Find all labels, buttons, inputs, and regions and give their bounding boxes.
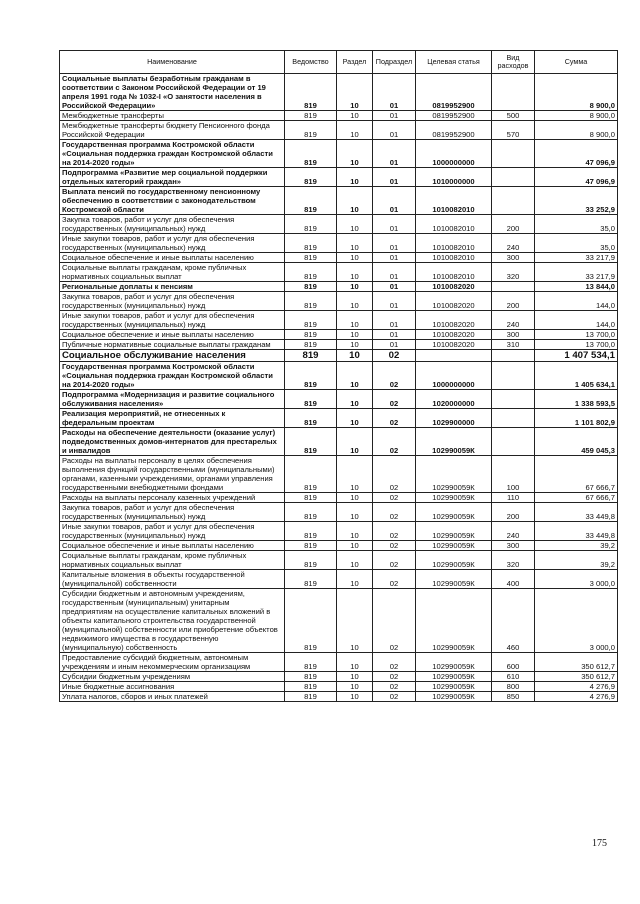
table-row xyxy=(60,187,618,215)
table-row xyxy=(60,522,618,541)
cell-target: 0819952900 xyxy=(416,74,492,111)
cell-section: 10 xyxy=(337,682,373,692)
cell-target: 1000000000 xyxy=(416,362,492,390)
cell-dept: 819 xyxy=(285,692,337,702)
table-row xyxy=(60,292,618,311)
cell-subsection: 01 xyxy=(373,121,416,140)
cell-name: Выплата пенсий по государственному пенсионному обеспечению в соответствии с законодательством Костромской области xyxy=(60,187,285,215)
cell-sum: 1 405 634,1 xyxy=(535,362,618,390)
cell-dept: 819 xyxy=(285,493,337,503)
cell-subsection: 02 xyxy=(373,589,416,653)
table-row xyxy=(60,672,618,682)
cell-name: Расходы на выплаты персоналу в целях обеспечения выполнения функций государственными (муниципальными) органами, казенными учреждениями, органами управления государственными внебюджетными фондами xyxy=(60,456,285,493)
cell-section: 10 xyxy=(337,74,373,111)
cell-dept: 819 xyxy=(285,215,337,234)
cell-section: 10 xyxy=(337,253,373,263)
cell-dept: 819 xyxy=(285,551,337,570)
cell-name: Государственная программа Костромской области «Социальная поддержка граждан Костромской области на 2014-2020 годы» xyxy=(60,140,285,168)
cell-dept: 819 xyxy=(285,503,337,522)
cell-name: Закупка товаров, работ и услуг для обеспечения государственных (муниципальных) нужд xyxy=(60,503,285,522)
cell-kind xyxy=(492,187,535,215)
cell-target: 1000000000 xyxy=(416,140,492,168)
cell-sum: 13 844,0 xyxy=(535,282,618,292)
cell-subsection: 01 xyxy=(373,168,416,187)
cell-subsection: 02 xyxy=(373,682,416,692)
cell-target: 1010082010 xyxy=(416,187,492,215)
cell-kind xyxy=(492,282,535,292)
table-row xyxy=(60,263,618,282)
cell-name: Предоставление субсидий бюджетным, автономным учреждениям и иным некоммерческим организациям xyxy=(60,653,285,672)
table-row xyxy=(60,362,618,390)
cell-name: Подпрограмма «Развитие мер социальной поддержки отдельных категорий граждан» xyxy=(60,168,285,187)
cell-sum: 459 045,3 xyxy=(535,428,618,456)
cell-dept: 819 xyxy=(285,292,337,311)
cell-subsection: 01 xyxy=(373,253,416,263)
cell-target: 1010082010 xyxy=(416,215,492,234)
cell-section: 10 xyxy=(337,456,373,493)
cell-target: 102990059К xyxy=(416,541,492,551)
header-sum: Сумма xyxy=(535,51,618,74)
cell-sum: 39,2 xyxy=(535,551,618,570)
cell-name: Социальное обслуживание населения xyxy=(60,350,285,362)
cell-section: 10 xyxy=(337,140,373,168)
cell-section: 10 xyxy=(337,362,373,390)
cell-dept: 819 xyxy=(285,311,337,330)
cell-kind: 100 xyxy=(492,456,535,493)
cell-name: Социальное обеспечение и иные выплаты населению xyxy=(60,253,285,263)
cell-kind: 600 xyxy=(492,653,535,672)
cell-section: 10 xyxy=(337,428,373,456)
cell-name: Социальное обеспечение и иные выплаты населению xyxy=(60,541,285,551)
cell-kind: 300 xyxy=(492,541,535,551)
cell-subsection: 02 xyxy=(373,390,416,409)
cell-section: 10 xyxy=(337,234,373,253)
cell-subsection: 01 xyxy=(373,140,416,168)
cell-sum: 8 900,0 xyxy=(535,111,618,121)
cell-subsection: 02 xyxy=(373,541,416,551)
cell-target: 1010082020 xyxy=(416,282,492,292)
cell-dept: 819 xyxy=(285,330,337,340)
cell-target: 102990059К xyxy=(416,589,492,653)
cell-target: 102990059К xyxy=(416,672,492,682)
cell-subsection: 01 xyxy=(373,311,416,330)
cell-dept: 819 xyxy=(285,234,337,253)
cell-target: 102990059К xyxy=(416,456,492,493)
header-name: Наименование xyxy=(60,51,285,74)
cell-kind: 240 xyxy=(492,522,535,541)
cell-name: Социальные выплаты гражданам, кроме публичных нормативных социальных выплат xyxy=(60,551,285,570)
cell-name: Социальные выплаты гражданам, кроме публичных нормативных социальных выплат xyxy=(60,263,285,282)
cell-dept: 819 xyxy=(285,74,337,111)
cell-sum: 13 700,0 xyxy=(535,330,618,340)
cell-subsection: 02 xyxy=(373,456,416,493)
cell-subsection: 01 xyxy=(373,111,416,121)
cell-subsection: 02 xyxy=(373,653,416,672)
table-row xyxy=(60,541,618,551)
cell-sum: 33 217,9 xyxy=(535,253,618,263)
cell-name: Иные бюджетные ассигнования xyxy=(60,682,285,692)
cell-kind: 200 xyxy=(492,215,535,234)
cell-dept: 819 xyxy=(285,428,337,456)
cell-subsection: 02 xyxy=(373,350,416,362)
cell-target: 1010082020 xyxy=(416,292,492,311)
cell-section: 10 xyxy=(337,350,373,362)
cell-dept: 819 xyxy=(285,168,337,187)
cell-section: 10 xyxy=(337,187,373,215)
cell-dept: 819 xyxy=(285,456,337,493)
cell-section: 10 xyxy=(337,409,373,428)
cell-sum: 4 276,9 xyxy=(535,682,618,692)
table-body xyxy=(60,74,618,702)
cell-target xyxy=(416,350,492,362)
header-kind: Вид расходов xyxy=(492,51,535,74)
cell-target: 1020000000 xyxy=(416,390,492,409)
cell-kind: 300 xyxy=(492,330,535,340)
cell-section: 10 xyxy=(337,672,373,682)
table-row xyxy=(60,493,618,503)
cell-name: Иные закупки товаров, работ и услуг для обеспечения государственных (муниципальных) нужд xyxy=(60,234,285,253)
cell-kind xyxy=(492,168,535,187)
page-number: 175 xyxy=(592,838,607,849)
cell-target: 0819952900 xyxy=(416,121,492,140)
cell-target: 102990059К xyxy=(416,428,492,456)
cell-kind xyxy=(492,362,535,390)
cell-kind: 110 xyxy=(492,493,535,503)
cell-dept: 819 xyxy=(285,111,337,121)
cell-section: 10 xyxy=(337,263,373,282)
cell-kind: 240 xyxy=(492,311,535,330)
table-row xyxy=(60,682,618,692)
cell-target: 1010082010 xyxy=(416,253,492,263)
cell-name: Подпрограмма «Модернизация и развитие социального обслуживания населения» xyxy=(60,390,285,409)
cell-section: 10 xyxy=(337,493,373,503)
cell-subsection: 01 xyxy=(373,215,416,234)
cell-name: Государственная программа Костромской области «Социальная поддержка граждан Костромской области на 2014-2020 годы» xyxy=(60,362,285,390)
cell-kind: 200 xyxy=(492,292,535,311)
table-row xyxy=(60,692,618,702)
cell-sum: 1 407 534,1 xyxy=(535,350,618,362)
cell-subsection: 02 xyxy=(373,570,416,589)
cell-section: 10 xyxy=(337,653,373,672)
cell-dept: 819 xyxy=(285,282,337,292)
cell-dept: 819 xyxy=(285,362,337,390)
cell-section: 10 xyxy=(337,330,373,340)
cell-name: Иные закупки товаров, работ и услуг для обеспечения государственных (муниципальных) нужд xyxy=(60,311,285,330)
cell-sum: 3 000,0 xyxy=(535,589,618,653)
cell-section: 10 xyxy=(337,311,373,330)
cell-subsection: 02 xyxy=(373,672,416,682)
header-subsection: Подраздел xyxy=(373,51,416,74)
cell-target: 1010082020 xyxy=(416,311,492,330)
cell-dept: 819 xyxy=(285,672,337,682)
cell-dept: 819 xyxy=(285,253,337,263)
cell-sum: 144,0 xyxy=(535,311,618,330)
cell-target: 102990059К xyxy=(416,503,492,522)
cell-sum: 47 096,9 xyxy=(535,140,618,168)
cell-section: 10 xyxy=(337,168,373,187)
table-row xyxy=(60,503,618,522)
cell-subsection: 02 xyxy=(373,692,416,702)
cell-section: 10 xyxy=(337,111,373,121)
cell-name: Субсидии бюджетным учреждениям xyxy=(60,672,285,682)
cell-sum: 8 900,0 xyxy=(535,121,618,140)
cell-sum: 47 096,9 xyxy=(535,168,618,187)
cell-dept: 819 xyxy=(285,350,337,362)
cell-target: 1010082010 xyxy=(416,263,492,282)
cell-subsection: 01 xyxy=(373,74,416,111)
cell-name: Реализация мероприятий, не отнесенных к федеральным проектам xyxy=(60,409,285,428)
cell-name: Закупка товаров, работ и услуг для обеспечения государственных (муниципальных) нужд xyxy=(60,292,285,311)
cell-dept: 819 xyxy=(285,570,337,589)
cell-sum: 8 900,0 xyxy=(535,74,618,111)
table-row xyxy=(60,282,618,292)
cell-subsection: 02 xyxy=(373,409,416,428)
cell-section: 10 xyxy=(337,503,373,522)
cell-subsection: 01 xyxy=(373,263,416,282)
cell-section: 10 xyxy=(337,589,373,653)
cell-name: Социальные выплаты безработным гражданам в соответствии с Законом Российской Федерации от 19 апреля 1991 года № 1032-I «О занятости населения в Российской Федерации» xyxy=(60,74,285,111)
cell-target: 1010082020 xyxy=(416,330,492,340)
budget-table-container xyxy=(59,50,617,702)
budget-table xyxy=(59,50,618,702)
table-row xyxy=(60,311,618,330)
cell-name: Межбюджетные трансферты xyxy=(60,111,285,121)
cell-name: Иные закупки товаров, работ и услуг для обеспечения государственных (муниципальных) нужд xyxy=(60,522,285,541)
cell-dept: 819 xyxy=(285,409,337,428)
cell-sum: 39,2 xyxy=(535,541,618,551)
cell-name: Социальное обеспечение и иные выплаты населению xyxy=(60,330,285,340)
cell-name: Закупка товаров, работ и услуг для обеспечения государственных (муниципальных) нужд xyxy=(60,215,285,234)
cell-kind: 240 xyxy=(492,234,535,253)
table-row xyxy=(60,409,618,428)
table-row xyxy=(60,390,618,409)
cell-kind xyxy=(492,74,535,111)
cell-kind xyxy=(492,409,535,428)
cell-dept: 819 xyxy=(285,541,337,551)
cell-dept: 819 xyxy=(285,340,337,350)
cell-sum: 1 101 802,9 xyxy=(535,409,618,428)
cell-dept: 819 xyxy=(285,522,337,541)
cell-section: 10 xyxy=(337,390,373,409)
table-row xyxy=(60,570,618,589)
cell-section: 10 xyxy=(337,570,373,589)
table-row xyxy=(60,74,618,111)
cell-sum: 350 612,7 xyxy=(535,672,618,682)
cell-subsection: 01 xyxy=(373,187,416,215)
header-dept: Ведомство xyxy=(285,51,337,74)
cell-sum: 35,0 xyxy=(535,234,618,253)
cell-sum: 33 449,8 xyxy=(535,522,618,541)
cell-target: 1010000000 xyxy=(416,168,492,187)
cell-name: Капитальные вложения в объекты государственной (муниципальной) собственности xyxy=(60,570,285,589)
cell-target: 1010082020 xyxy=(416,340,492,350)
cell-sum: 3 000,0 xyxy=(535,570,618,589)
cell-subsection: 02 xyxy=(373,428,416,456)
cell-target: 102990059К xyxy=(416,493,492,503)
table-row xyxy=(60,653,618,672)
cell-kind: 320 xyxy=(492,263,535,282)
cell-kind: 610 xyxy=(492,672,535,682)
cell-name: Межбюджетные трансферты бюджету Пенсионного фонда Российской Федерации xyxy=(60,121,285,140)
cell-section: 10 xyxy=(337,292,373,311)
cell-dept: 819 xyxy=(285,187,337,215)
cell-dept: 819 xyxy=(285,121,337,140)
header-target: Целевая статья xyxy=(416,51,492,74)
cell-section: 10 xyxy=(337,692,373,702)
cell-kind: 570 xyxy=(492,121,535,140)
table-row xyxy=(60,121,618,140)
cell-kind xyxy=(492,390,535,409)
cell-kind: 460 xyxy=(492,589,535,653)
cell-sum: 4 276,9 xyxy=(535,692,618,702)
cell-target: 0819952900 xyxy=(416,111,492,121)
cell-kind: 310 xyxy=(492,340,535,350)
table-row xyxy=(60,140,618,168)
cell-kind xyxy=(492,140,535,168)
cell-kind: 320 xyxy=(492,551,535,570)
cell-kind xyxy=(492,350,535,362)
cell-name: Расходы на обеспечение деятельности (оказание услуг) подведомственных домов-интернатов для престарелых и инвалидов xyxy=(60,428,285,456)
cell-target: 1010082010 xyxy=(416,234,492,253)
table-row xyxy=(60,350,618,362)
table-header-row xyxy=(60,51,618,74)
cell-sum: 35,0 xyxy=(535,215,618,234)
cell-dept: 819 xyxy=(285,140,337,168)
table-row xyxy=(60,253,618,263)
cell-section: 10 xyxy=(337,215,373,234)
cell-section: 10 xyxy=(337,541,373,551)
cell-target: 1029900000 xyxy=(416,409,492,428)
cell-section: 10 xyxy=(337,121,373,140)
cell-subsection: 02 xyxy=(373,522,416,541)
cell-name: Уплата налогов, сборов и иных платежей xyxy=(60,692,285,702)
cell-name: Расходы на выплаты персоналу казенных учреждений xyxy=(60,493,285,503)
cell-sum: 350 612,7 xyxy=(535,653,618,672)
cell-subsection: 02 xyxy=(373,493,416,503)
cell-kind: 850 xyxy=(492,692,535,702)
cell-target: 102990059К xyxy=(416,551,492,570)
cell-sum: 144,0 xyxy=(535,292,618,311)
cell-sum: 67 666,7 xyxy=(535,456,618,493)
table-row xyxy=(60,111,618,121)
cell-name: Публичные нормативные социальные выплаты гражданам xyxy=(60,340,285,350)
cell-name: Региональные доплаты к пенсиям xyxy=(60,282,285,292)
table-row xyxy=(60,330,618,340)
cell-kind: 200 xyxy=(492,503,535,522)
cell-sum: 33 217,9 xyxy=(535,263,618,282)
cell-subsection: 02 xyxy=(373,551,416,570)
cell-section: 10 xyxy=(337,522,373,541)
cell-dept: 819 xyxy=(285,390,337,409)
cell-section: 10 xyxy=(337,340,373,350)
cell-target: 102990059К xyxy=(416,570,492,589)
cell-target: 102990059К xyxy=(416,692,492,702)
cell-subsection: 02 xyxy=(373,362,416,390)
cell-name: Субсидии бюджетным и автономным учреждениям, государственным (муниципальным) унитарным предприятиям на осуществление капитальных вложений в объекты капитального строительства государственной (муниципальной) собственности или приобретение объектов недвижимого имущества в государственную (муниципальную) собственность xyxy=(60,589,285,653)
cell-target: 102990059К xyxy=(416,522,492,541)
cell-sum: 13 700,0 xyxy=(535,340,618,350)
cell-target: 102990059К xyxy=(416,653,492,672)
table-row xyxy=(60,428,618,456)
cell-subsection: 01 xyxy=(373,282,416,292)
cell-kind: 500 xyxy=(492,111,535,121)
cell-sum: 67 666,7 xyxy=(535,493,618,503)
table-row xyxy=(60,215,618,234)
cell-subsection: 02 xyxy=(373,503,416,522)
table-row xyxy=(60,168,618,187)
cell-sum: 33 252,9 xyxy=(535,187,618,215)
cell-sum: 33 449,8 xyxy=(535,503,618,522)
cell-subsection: 01 xyxy=(373,330,416,340)
cell-section: 10 xyxy=(337,282,373,292)
cell-kind xyxy=(492,428,535,456)
cell-subsection: 01 xyxy=(373,234,416,253)
table-row xyxy=(60,340,618,350)
cell-dept: 819 xyxy=(285,589,337,653)
cell-kind: 400 xyxy=(492,570,535,589)
cell-dept: 819 xyxy=(285,653,337,672)
table-row xyxy=(60,589,618,653)
cell-target: 102990059К xyxy=(416,682,492,692)
cell-section: 10 xyxy=(337,551,373,570)
table-row xyxy=(60,234,618,253)
cell-subsection: 01 xyxy=(373,292,416,311)
cell-kind: 300 xyxy=(492,253,535,263)
header-section: Раздел xyxy=(337,51,373,74)
cell-subsection: 01 xyxy=(373,340,416,350)
table-row xyxy=(60,551,618,570)
cell-sum: 1 338 593,5 xyxy=(535,390,618,409)
cell-dept: 819 xyxy=(285,263,337,282)
cell-dept: 819 xyxy=(285,682,337,692)
cell-kind: 800 xyxy=(492,682,535,692)
table-row xyxy=(60,456,618,493)
